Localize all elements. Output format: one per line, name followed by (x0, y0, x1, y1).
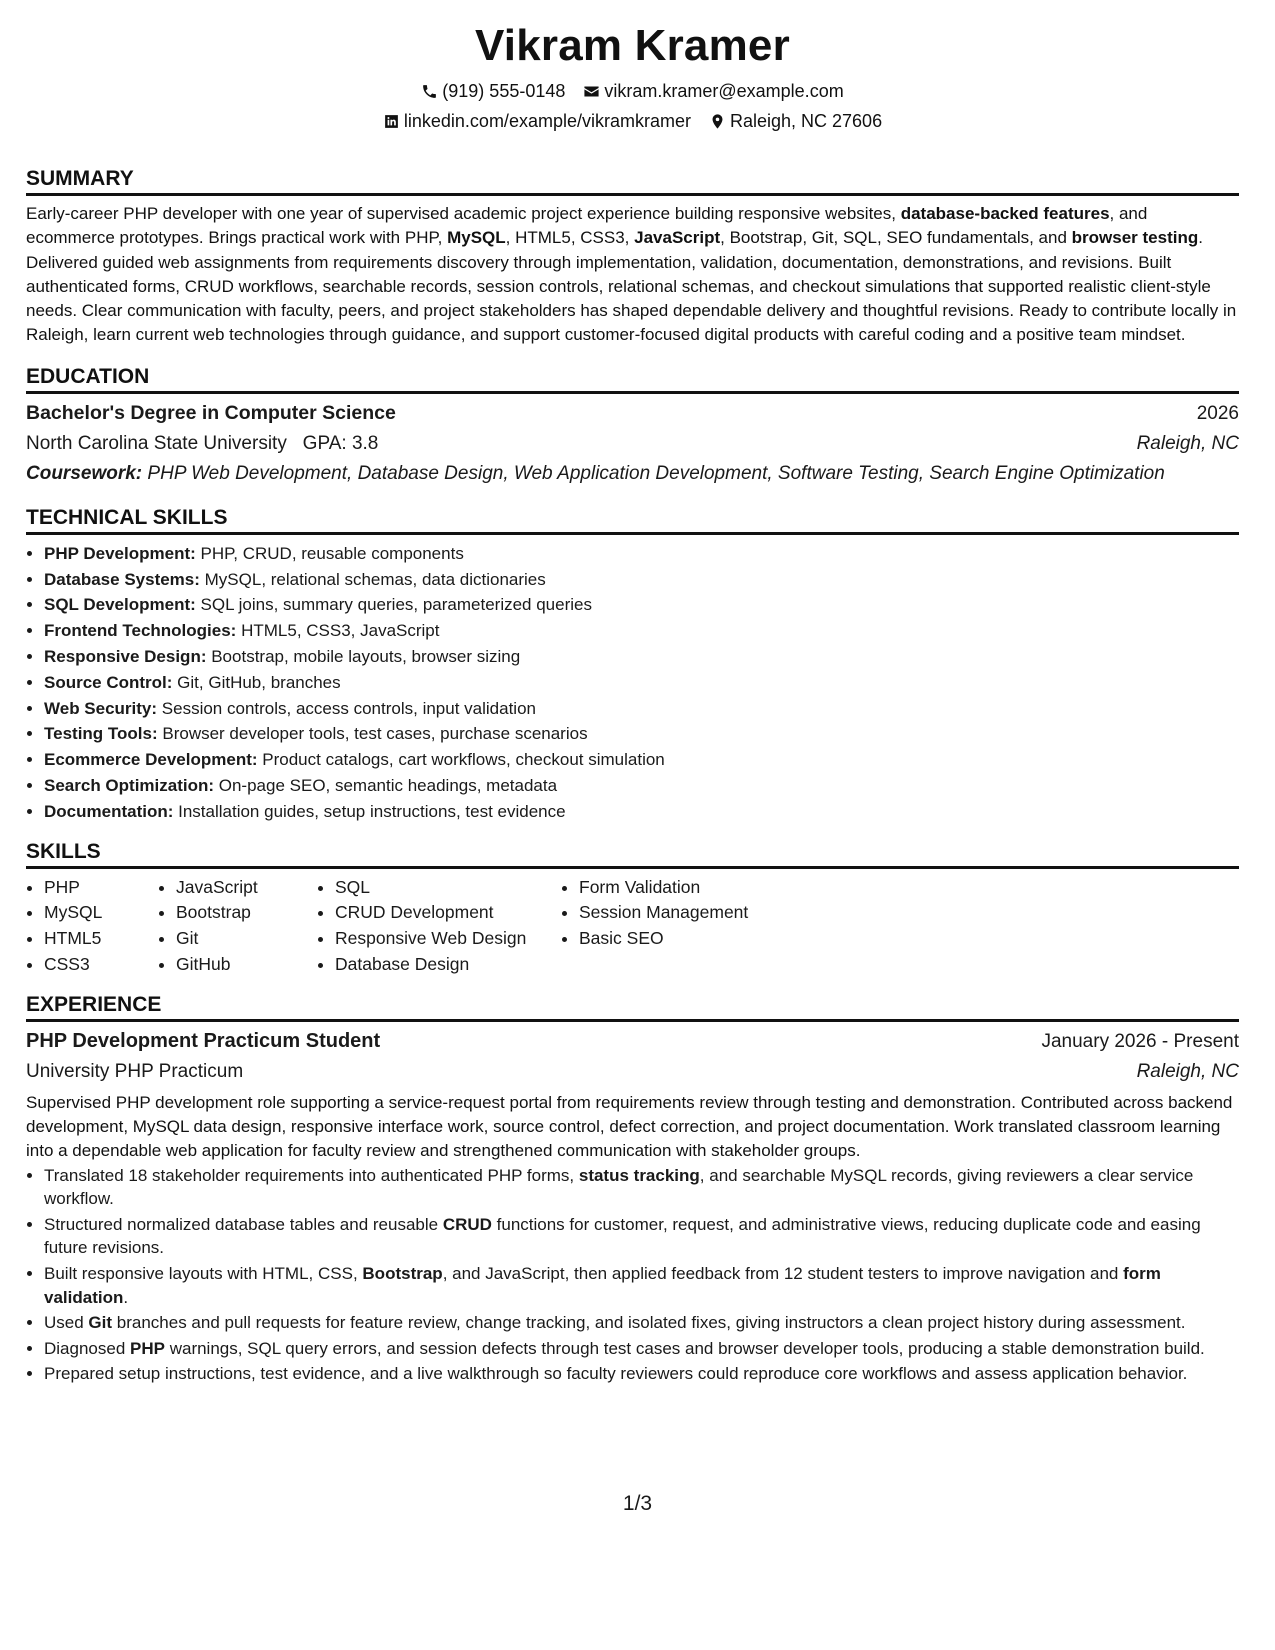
skill-item: • CSS3 (44, 952, 144, 978)
text-segment: , Bootstrap, Git, SQL, SEO fundamentals, and (720, 228, 1072, 248)
section-title-summary: SUMMARY (26, 166, 1239, 196)
skill-values: Git, GitHub, branches (172, 672, 341, 692)
job-bullet (44, 1362, 1239, 1386)
text-segment: . (123, 1287, 129, 1307)
text-segment: , and ecommerce prototypes. Brings practical work with PHP, (26, 204, 1148, 248)
gpa: GPA: 3.8 (302, 432, 379, 454)
text-segment: , HTML5, CSS3, (505, 228, 635, 248)
skills-grid (26, 875, 1239, 978)
coursework-list: PHP Web Development, Database Design, Web Application Development, Software Testing, Search Engine Optimization (147, 462, 1165, 484)
education-section (26, 364, 1239, 489)
skill-category: Web Security: (44, 698, 158, 718)
phone-contact (421, 76, 565, 106)
emphasis-text: status tracking (578, 1165, 700, 1185)
skill-item: • HTML5 (44, 926, 144, 952)
technical-skill-item (44, 618, 1239, 644)
job-bullets (26, 1164, 1239, 1386)
job-row-2 (26, 1057, 1239, 1087)
text-segment: Prepared setup instructions, test evidence, and a live walkthrough so faculty reviewers could reproduce core workflows and assess application behavior. (44, 1364, 1188, 1384)
technical-skill-item (44, 541, 1239, 567)
job-dates: January 2026 - Present (1041, 1030, 1239, 1052)
skill-category: Source Control: (44, 672, 173, 692)
linkedin-text[interactable]: linkedin.com/example/vikramkramer (403, 111, 691, 131)
skill-item: • MySQL (44, 900, 144, 926)
emphasis-text: MySQL (447, 228, 506, 248)
skill-category: Database Systems: (44, 569, 200, 589)
contact-line-1 (26, 76, 1239, 106)
skill-category: Testing Tools: (44, 724, 158, 744)
skill-item: • SQL (335, 875, 547, 901)
technical-skill-item (44, 670, 1239, 696)
skill-item: • Bootstrap (176, 900, 303, 926)
envelope-icon (583, 83, 600, 100)
skill-values: MySQL, relational schemas, data dictionaries (199, 569, 546, 589)
school-name: North Carolina State University (26, 432, 287, 454)
contact-line-2 (26, 106, 1239, 136)
job-bullet (44, 1311, 1239, 1335)
experience-section (26, 992, 1239, 1386)
skill-values: Product catalogs, cart workflows, checkout simulation (257, 750, 665, 770)
emphasis-text: database-backed features (900, 204, 1110, 223)
skill-values: PHP, CRUD, reusable components (195, 543, 464, 563)
summary-section (26, 166, 1239, 348)
text-segment: Translated 18 stakeholder requirements into authenticated PHP forms, (44, 1165, 579, 1185)
skill-values: HTML5, CSS3, JavaScript (236, 621, 440, 641)
skill-item: • GitHub (176, 952, 303, 978)
skills-column (561, 875, 839, 978)
text-segment: warnings, SQL query errors, and session defects through test cases and browser developer tools, producing a stable demonstration build. (164, 1338, 1205, 1358)
job-bullet (44, 1337, 1239, 1361)
text-segment: , and JavaScript, then applied feedback from 12 student testers to improve navigation and (442, 1264, 1124, 1283)
location-text: Raleigh, NC 27606 (729, 111, 883, 131)
skill-values: On-page SEO, semantic headings, metadata (214, 775, 558, 795)
technical-skill-item (44, 567, 1239, 593)
skill-category: Documentation: (44, 801, 174, 821)
resume-header (26, 20, 1239, 136)
job-organization: University PHP Practicum (26, 1060, 244, 1082)
school-location: Raleigh, NC (1136, 432, 1239, 454)
technical-skill-item (44, 721, 1239, 747)
text-segment: branches and pull requests for feature review, change tracking, and isolated fixes, giving instructors a clean project history during assessment. (112, 1313, 1186, 1333)
job-description: Supervised PHP development role supporting a service-request portal from requirements review through testing and demonstration. Contributed across backend development, MySQL data design, responsive interface work, source control, defect correction, and project documentation. Work translated classroom learning into a dependable web application for faculty review and strengthened communication with stakeholder groups. (26, 1092, 1233, 1161)
coursework-label: Coursework: (26, 462, 143, 484)
text-segment: Structured normalized database tables and reusable (44, 1214, 443, 1234)
section-title-education: EDUCATION (26, 364, 1239, 394)
skills-column (26, 875, 144, 978)
skill-item: • Session Management (579, 900, 839, 926)
degree-name: Bachelor's Degree in Computer Science (26, 401, 396, 424)
skill-category: Frontend Technologies: (44, 621, 237, 641)
skill-values: Installation guides, setup instructions, test evidence (173, 801, 566, 821)
skill-item: • Database Design (335, 952, 547, 978)
emphasis-text: Git (88, 1313, 113, 1333)
map-pin-icon (709, 113, 726, 130)
candidate-name: Vikram Kramer (475, 21, 790, 70)
email-contact[interactable] (583, 76, 843, 106)
emphasis-text: Bootstrap (362, 1264, 443, 1283)
job-title: PHP Development Practicum Student (26, 1029, 381, 1052)
technical-skill-item (44, 747, 1239, 773)
emphasis-text: browser testing (1071, 228, 1199, 248)
job-bullet (44, 1262, 1239, 1309)
text-segment: Early-career PHP developer with one year of supervised academic project experience building responsive websites, (26, 204, 901, 223)
job-row-1 (26, 1026, 1239, 1057)
skills-section (26, 839, 1239, 978)
page-number: 1/3 (622, 1492, 653, 1515)
skill-item: • JavaScript (176, 875, 303, 901)
summary-text (26, 202, 1239, 348)
skill-values: SQL joins, summary queries, parameterized queries (195, 595, 592, 615)
phone-text: (919) 555-0148 (442, 81, 566, 101)
skill-item: • CRUD Development (335, 900, 547, 926)
technical-skill-item (44, 644, 1239, 670)
skill-category: SQL Development: (44, 595, 196, 615)
text-segment: Used (44, 1313, 89, 1333)
skill-values: Browser developer tools, test cases, purchase scenarios (157, 724, 588, 744)
section-title-technical-skills: TECHNICAL SKILLS (26, 505, 1239, 535)
technical-skill-item (44, 799, 1239, 825)
emphasis-text: form validation (44, 1264, 1161, 1307)
job-bullet (44, 1164, 1239, 1211)
phone-icon (421, 83, 438, 100)
text-segment: Built responsive layouts with HTML, CSS, (44, 1264, 363, 1283)
section-title-experience: EXPERIENCE (26, 992, 1239, 1022)
skill-values: Bootstrap, mobile layouts, browser sizing (206, 646, 521, 666)
section-title-skills: SKILLS (26, 839, 1239, 869)
coursework (26, 459, 1239, 489)
linkedin-icon (383, 113, 400, 130)
skills-column (158, 875, 303, 978)
skill-category: Responsive Design: (44, 646, 207, 666)
emphasis-text: JavaScript (634, 228, 721, 248)
technical-skills-list (26, 541, 1239, 825)
text-segment: functions for customer, request, and administrative views, reducing duplicate code and easing future revisions. (44, 1214, 1201, 1258)
skill-item: • Git (176, 926, 303, 952)
job-bullet (44, 1213, 1239, 1260)
skill-category: Ecommerce Development: (44, 750, 258, 770)
emphasis-text: CRUD (442, 1214, 492, 1234)
text-segment: Diagnosed (44, 1338, 131, 1358)
technical-skill-item (44, 696, 1239, 722)
technical-skill-item (44, 773, 1239, 799)
education-row-1 (26, 398, 1239, 429)
job-location: Raleigh, NC (1136, 1060, 1239, 1082)
text-segment: . Delivered guided web assignments from requirements discovery through implementation, validation, documentation, demonstrations, and revisions. Built authenticated forms, CRUD workflows, searchable records, session controls, relational schemas, and checkout simulations that supported realistic client-style needs. Clear communication with faculty, peers, and project stakeholders has shaped dependable delivery and thoughtful revisions. Ready to contribute locally in Raleigh, learn current web technologies through guidance, and support customer-focused digital products with careful coding and a positive team mindset. (26, 228, 1237, 345)
emphasis-text: PHP (130, 1338, 165, 1358)
email-text[interactable]: vikram.kramer@example.com (604, 81, 844, 101)
skill-item: • Basic SEO (579, 926, 839, 952)
text-segment: , and searchable MySQL records, giving reviewers a clear service workflow. (44, 1165, 1194, 1209)
skill-item: • Form Validation (579, 875, 839, 901)
skill-item: • PHP (44, 875, 144, 901)
skill-category: Search Optimization: (44, 775, 215, 795)
skill-category: PHP Development: (44, 543, 196, 563)
skill-item: • Responsive Web Design (335, 926, 547, 952)
education-row-2 (26, 429, 1239, 459)
skills-column (317, 875, 547, 978)
skill-values: Session controls, access controls, input validation (157, 698, 536, 718)
location-contact (709, 106, 882, 136)
school-info (26, 429, 378, 459)
technical-skills-section (26, 505, 1239, 825)
linkedin-contact[interactable] (383, 106, 691, 136)
technical-skill-item (44, 592, 1239, 618)
graduation-year: 2026 (1196, 402, 1239, 424)
